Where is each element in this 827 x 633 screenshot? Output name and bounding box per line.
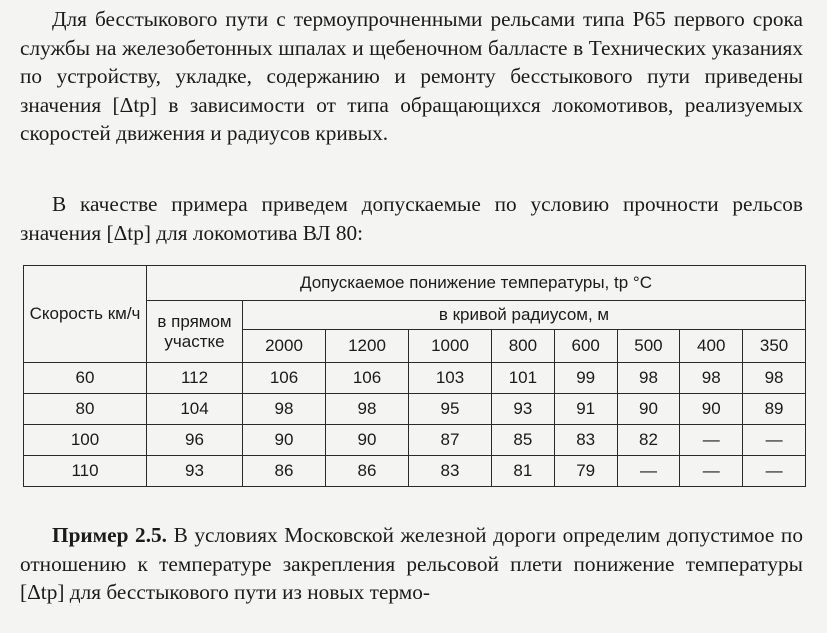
cell-value: 103 [409, 363, 492, 394]
cell-value: 86 [243, 456, 326, 487]
table-row [24, 425, 806, 456]
cell-straight: 93 [147, 456, 243, 487]
header-radius: 600 [554, 330, 617, 363]
table-row [24, 394, 806, 425]
table-row [24, 363, 806, 394]
header-straight: в прямом участке [147, 301, 243, 363]
header-temperature-drop: Допускаемое понижение температуры, tр °С [147, 266, 806, 301]
cell-value: 106 [326, 363, 409, 394]
cell-straight: 96 [147, 425, 243, 456]
paragraph-intro: Для бесстыкового пути с термоупрочненными рельсами типа Р65 первого срока службы на железобетонных шпалах и щебеночном балласте в Технических указаниях по устройству, укладке, содержанию и ремонту бесстыкового пути приведены значения [Δtр] в зависимости от типа обращающихся локомотивов, реализуемых скоростей движения и радиусов кривых. [20, 7, 803, 145]
cell-value: — [680, 456, 743, 487]
header-radius: 350 [743, 330, 806, 363]
cell-value: 90 [243, 425, 326, 456]
cell-value: 95 [409, 394, 492, 425]
paragraph-example-intro: В качестве примера приведем допускаемые по условию прочности рельсов значения [Δtр] для локомотива ВЛ 80: [20, 192, 803, 245]
header-radius: 800 [492, 330, 555, 363]
cell-value: 90 [326, 425, 409, 456]
header-speed: Скорость км/ч [24, 266, 147, 363]
cell-value: — [680, 425, 743, 456]
cell-value: 93 [492, 394, 555, 425]
cell-straight: 104 [147, 394, 243, 425]
cell-value: 99 [554, 363, 617, 394]
cell-value: 83 [409, 456, 492, 487]
cell-value: 83 [554, 425, 617, 456]
cell-value: 81 [492, 456, 555, 487]
cell-value: — [743, 425, 806, 456]
header-radius: 2000 [243, 330, 326, 363]
temperature-table [23, 265, 806, 487]
header-radius: 400 [680, 330, 743, 363]
header-curve-radius: в кривой радиусом, м [243, 301, 806, 330]
paragraph-example-2-5 [20, 521, 803, 607]
cell-value: 98 [243, 394, 326, 425]
cell-value: — [743, 456, 806, 487]
example-text: В условиях Московской железной дороги определим допустимое по отношению к температуре закрепления рельсовой плети понижение температуры [Δtр] для бесстыкового пути из новых термо- [20, 523, 803, 604]
cell-straight: 112 [147, 363, 243, 394]
cell-value: 91 [554, 394, 617, 425]
cell-value: — [617, 456, 680, 487]
cell-value: 79 [554, 456, 617, 487]
cell-value: 90 [617, 394, 680, 425]
cell-speed: 80 [24, 394, 147, 425]
cell-value: 98 [326, 394, 409, 425]
cell-value: 98 [680, 363, 743, 394]
header-radius: 500 [617, 330, 680, 363]
cell-value: 82 [617, 425, 680, 456]
cell-value: 87 [409, 425, 492, 456]
header-radius: 1000 [409, 330, 492, 363]
cell-value: 86 [326, 456, 409, 487]
table-row [24, 456, 806, 487]
cell-value: 106 [243, 363, 326, 394]
cell-value: 85 [492, 425, 555, 456]
header-radius: 1200 [326, 330, 409, 363]
cell-speed: 110 [24, 456, 147, 487]
temperature-table-wrapper [23, 265, 806, 487]
cell-value: 101 [492, 363, 555, 394]
example-label: Пример 2.5. [52, 523, 168, 547]
cell-value: 90 [680, 394, 743, 425]
cell-speed: 100 [24, 425, 147, 456]
cell-value: 89 [743, 394, 806, 425]
cell-value: 98 [743, 363, 806, 394]
cell-value: 98 [617, 363, 680, 394]
cell-speed: 60 [24, 363, 147, 394]
